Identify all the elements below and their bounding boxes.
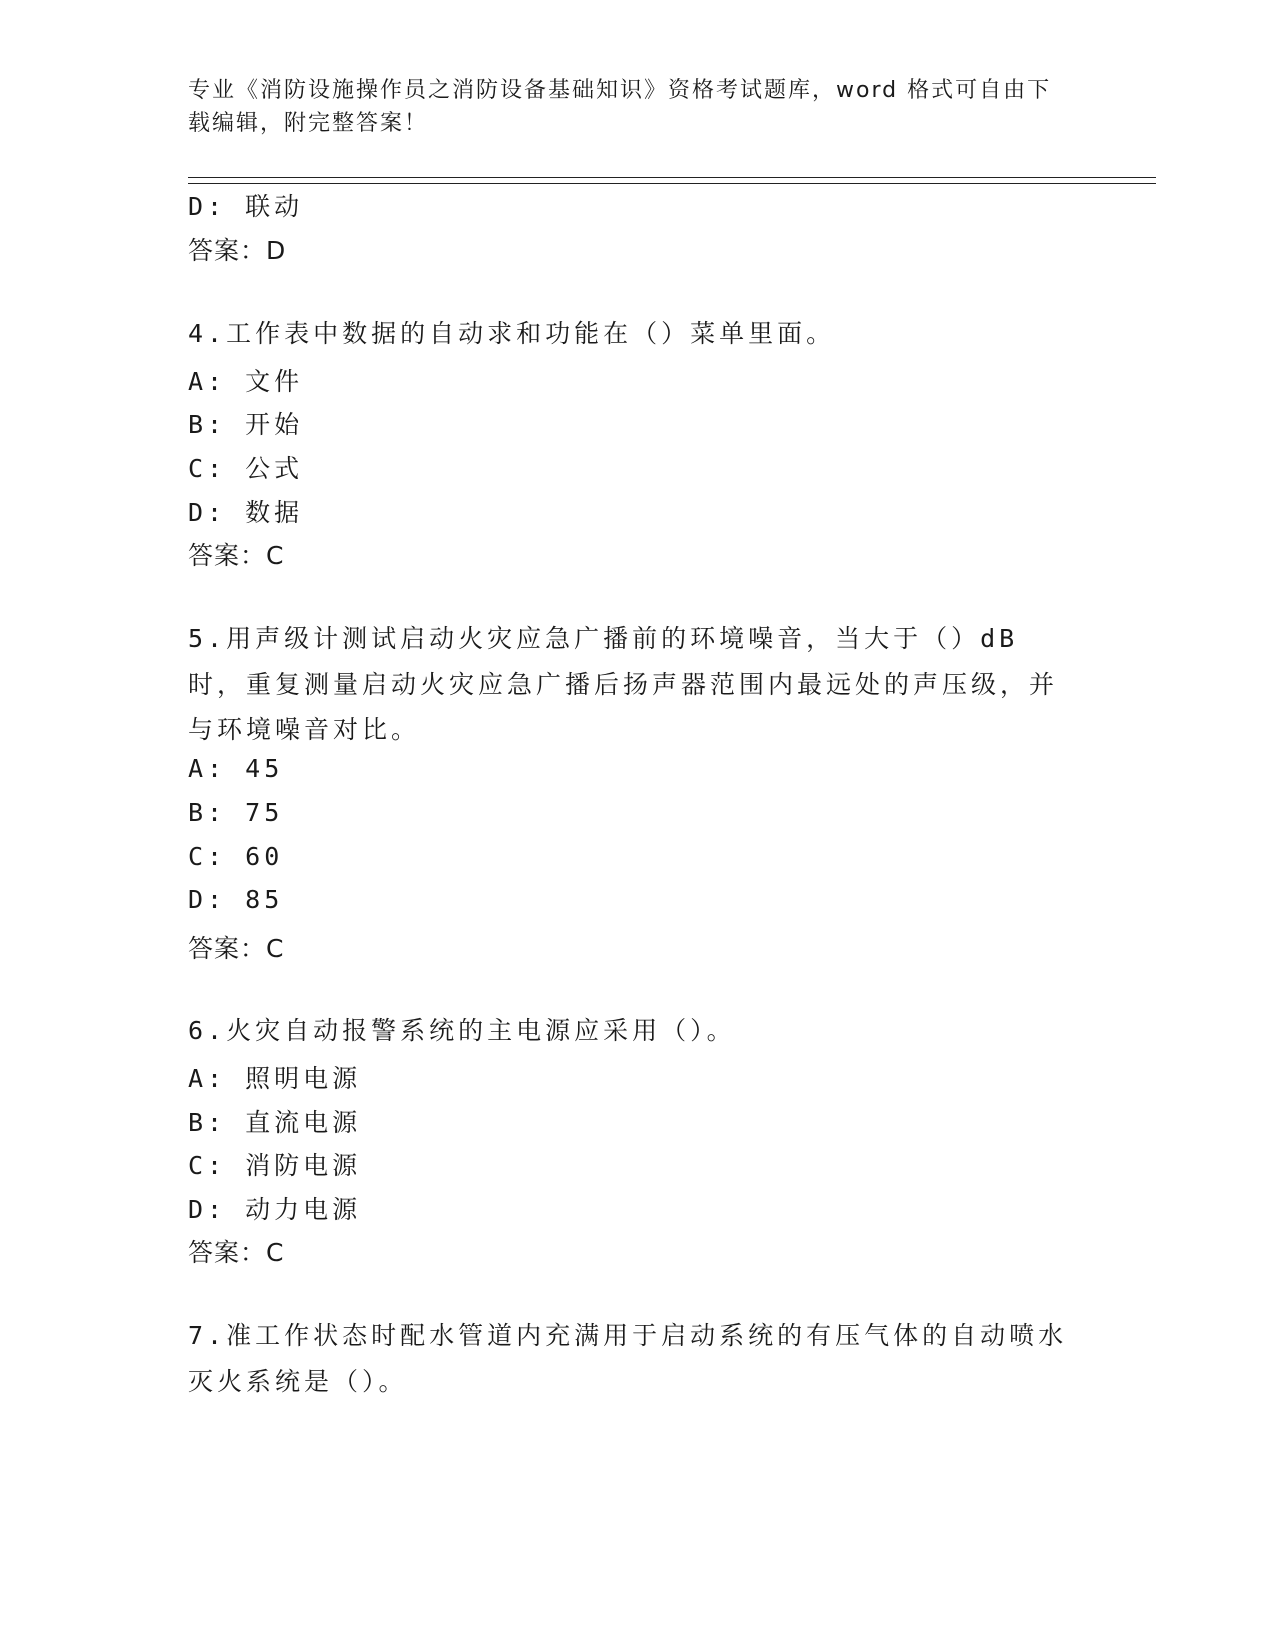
question-4-answer: 答案：C xyxy=(188,541,285,570)
question-6-option-b: B: 直流电源 xyxy=(188,1108,362,1137)
header-divider-top xyxy=(188,177,1156,178)
header-line-2: 载编辑，附完整答案！ xyxy=(188,111,429,136)
question-6-option-c: C: 消防电源 xyxy=(188,1151,362,1180)
header-divider-bottom xyxy=(188,183,1156,184)
question-6-option-a: A: 照明电源 xyxy=(188,1064,362,1093)
question-5-option-b: B: 75 xyxy=(188,798,284,827)
question-4-option-a: A: 文件 xyxy=(188,367,304,396)
question-5-option-a: A: 45 xyxy=(188,754,284,783)
question-4-stem: 4.工作表中数据的自动求和功能在（）菜单里面。 xyxy=(188,319,836,348)
question-5-option-c: C: 60 xyxy=(188,842,284,871)
prev-option-d: D: 联动 xyxy=(188,192,304,221)
question-5-stem: 5.用声级计测试启动火灾应急广播前的环境噪音，当大于（）dB 时，重复测量启动火灾应急广播后扬声器范围内最远处的声压级，并与环境噪音对比。 xyxy=(188,624,1059,744)
question-5-answer: 答案：C xyxy=(188,934,285,963)
question-7-stem: 7.准工作状态时配水管道内充满用于启动系统的有压气体的自动喷水灭火系统是（）。 xyxy=(188,1321,1068,1396)
question-5-option-d: D: 85 xyxy=(188,885,284,914)
question-4-option-b: B: 开始 xyxy=(188,410,304,439)
question-6-option-d: D: 动力电源 xyxy=(188,1195,362,1224)
question-6-stem: 6.火灾自动报警系统的主电源应采用（）。 xyxy=(188,1016,736,1045)
prev-answer: 答案：D xyxy=(188,236,287,265)
question-6-answer: 答案：C xyxy=(188,1238,285,1267)
question-4-option-c: C: 公式 xyxy=(188,454,304,483)
header-line-1: 专业《消防设施操作员之消防设备基础知识》资格考试题库，word 格式可自由下 xyxy=(188,78,1052,103)
question-4-option-d: D: 数据 xyxy=(188,498,304,527)
document-header xyxy=(188,74,1068,140)
